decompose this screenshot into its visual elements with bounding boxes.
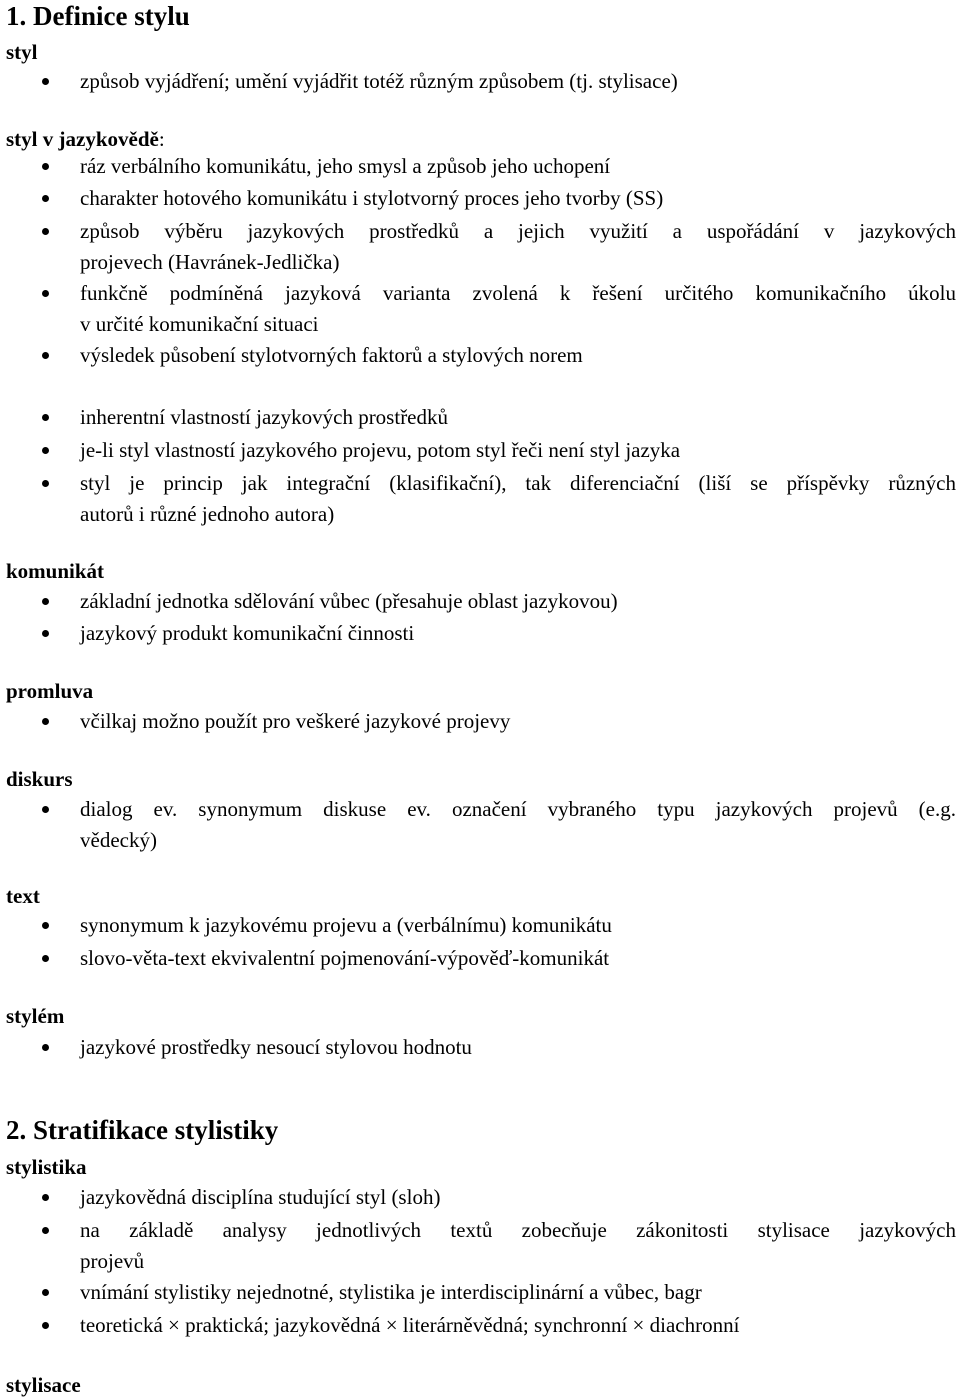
bullet-icon [42, 447, 49, 454]
term-promluva: promluva [6, 679, 94, 703]
bullet-icon [42, 630, 49, 637]
section-2-heading: 2. Stratifikace stylistiky [6, 1115, 279, 1145]
term-styl-v-jazykovede [6, 127, 165, 151]
list-item: charakter hotového komunikátu i stylotvorný proces jeho tvorby (SS) [80, 186, 664, 210]
list-item-line: vědecký) [80, 828, 157, 852]
list-item-line: projevech (Havránek-Jedlička) [80, 250, 340, 274]
bullet-icon [42, 228, 49, 235]
term-komunikat: komunikát [6, 559, 105, 583]
list-item: vnímání stylistiky nejednotné, stylistika je interdisciplinární a vůbec, bagr [80, 1280, 702, 1304]
list-item: synonymum k jazykovému projevu a (verbálnímu) komunikátu [80, 913, 612, 937]
bullet-icon [42, 955, 49, 962]
list-item [80, 468, 956, 530]
list-item-line: funkčně podmíněná jazyková varianta zvolená k řešení určitého komunikačního úkolu [80, 281, 956, 305]
bullet-icon [42, 1044, 49, 1051]
bullet-icon [42, 1227, 49, 1234]
list-item [80, 216, 956, 278]
bullet-icon [42, 1322, 49, 1329]
term-styl: styl [6, 40, 38, 64]
bullet-icon [42, 922, 49, 929]
term-diskurs: diskurs [6, 767, 73, 791]
list-item: výsledek působení stylotvorných faktorů a stylových norem [80, 343, 583, 367]
list-item: jazykový produkt komunikační činnosti [80, 621, 415, 645]
term-stylisace: stylisace [6, 1373, 81, 1397]
bullet-icon [42, 163, 49, 170]
term-label: styl v jazykovědě [6, 127, 159, 151]
list-item-line: projevů [80, 1249, 145, 1273]
list-item-line: na základě analysy jednotlivých textů zobecňuje zákonitosti stylisace jazykových [80, 1218, 956, 1242]
list-item: včilkaj možno použít pro veškeré jazykové projevy [80, 709, 511, 733]
bullet-icon [42, 414, 49, 421]
bullet-icon [42, 290, 49, 297]
list-item: ráz verbálního komunikátu, jeho smysl a způsob jeho uchopení [80, 154, 611, 178]
term-stylem: stylém [6, 1004, 65, 1028]
list-item: teoretická × praktická; jazykovědná × literárněvědná; synchronní × diachronní [80, 1313, 740, 1337]
term-colon: : [158, 127, 165, 151]
bullet-icon [42, 1194, 49, 1201]
list-item [80, 278, 956, 340]
bullet-icon [42, 806, 49, 813]
bullet-icon [42, 352, 49, 359]
list-item: jazykové prostředky nesoucí stylovou hodnotu [80, 1035, 472, 1059]
list-item: je-li styl vlastností jazykového projevu, potom styl řeči není styl jazyka [80, 438, 681, 462]
list-item: slovo-věta-text ekvivalentní pojmenování-výpověď-komunikát [80, 946, 610, 970]
list-item: způsob vyjádření; umění vyjádřit totéž různým způsobem (tj. stylisace) [80, 69, 678, 93]
section-1-heading: 1. Definice stylu [6, 1, 190, 31]
list-item-line: dialog ev. synonymum diskuse ev. označení vybraného typu jazykových projevů (e.g. [80, 797, 956, 821]
bullet-icon [42, 1289, 49, 1296]
term-text: text [6, 884, 40, 908]
list-item-line: způsob výběru jazykových prostředků a jejich využití a uspořádání v jazykových [80, 219, 956, 243]
bullet-icon [42, 195, 49, 202]
list-item-line: styl je princip jak integrační (klasifikační), tak diferenciační (liší se příspěvky různých [80, 471, 956, 495]
bullet-icon [42, 598, 49, 605]
bullet-icon [42, 78, 49, 85]
list-item-line: autorů i různé jednoho autora) [80, 502, 335, 526]
bullet-icon [42, 480, 49, 487]
list-item: jazykovědná disciplína studující styl (sloh) [80, 1185, 441, 1209]
bullet-icon [42, 718, 49, 725]
list-item: základní jednotka sdělování vůbec (přesahuje oblast jazykovou) [80, 589, 618, 613]
term-stylistika: stylistika [6, 1155, 87, 1179]
list-item-line: v určité komunikační situaci [80, 312, 319, 336]
list-item [80, 1215, 956, 1277]
list-item [80, 794, 956, 856]
list-item: inherentní vlastností jazykových prostředků [80, 405, 449, 429]
